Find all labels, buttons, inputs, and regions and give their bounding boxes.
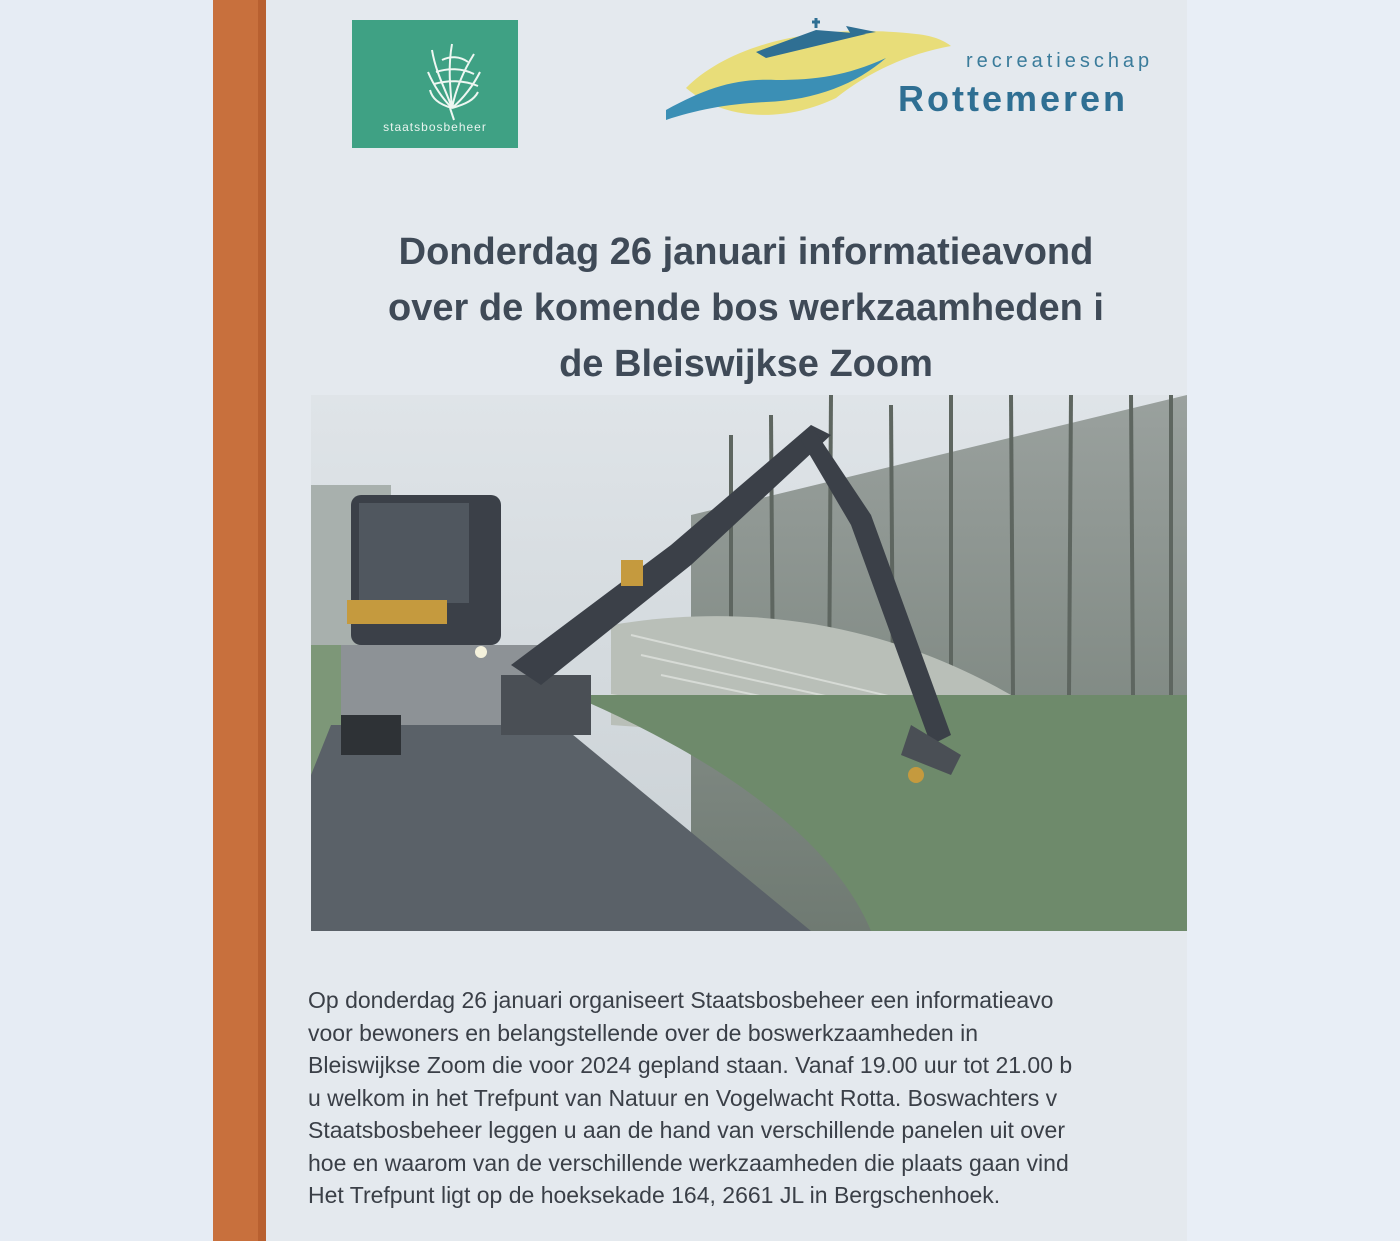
body-line-7: Het Trefpunt ligt op de hoeksekade 164, 2661 JL in Bergschenhoek.	[308, 1182, 1001, 1208]
rottemeren-name: Rottemeren	[898, 78, 1129, 119]
body-line-1: Op donderdag 26 januari organiseert Staatsbosbeheer een informatieavo	[308, 987, 1054, 1013]
staatsbosbeheer-label: staatsbosbeheer	[383, 120, 487, 134]
rottemeren-logo	[666, 18, 1187, 128]
headline	[266, 224, 1187, 392]
rottemeren-subtitle: recreatieschap	[966, 50, 1154, 72]
body-line-5: Staatsbosbeheer leggen u aan de hand van verschillende panelen uit over	[308, 1117, 1066, 1143]
headline-line-3: de Bleiswijkse Zoom	[559, 343, 933, 385]
headline-line-2: over de komende bos werkzaamheden i	[388, 287, 1104, 329]
body-text	[308, 984, 1187, 1212]
headline-line-1: Donderdag 26 januari informatieavond	[398, 231, 1094, 273]
background-right	[1187, 0, 1400, 1241]
tree-mowing-machine-photo	[311, 395, 1187, 931]
body-line-6: hoe en waarom van de verschillende werkzaamheden die plaats gaan vind	[308, 1149, 1069, 1176]
notice-sheet	[266, 0, 1187, 1241]
staatsbosbeheer-logo	[352, 20, 518, 148]
body-line-2: voor bewoners en belangstellende over de boswerkzaamheden in	[308, 1019, 978, 1046]
mowing-machine-photo	[311, 395, 1187, 931]
orange-frame	[213, 0, 263, 1241]
background-left	[0, 0, 213, 1241]
body-line-4: u welkom in het Trefpunt van Natuur en Vogelwacht Rotta. Boswachters v	[308, 1084, 1058, 1111]
body-line-3: Bleiswijkse Zoom die voor 2024 gepland staan. Vanaf 19.00 uur tot 21.00 b	[308, 1052, 1073, 1078]
